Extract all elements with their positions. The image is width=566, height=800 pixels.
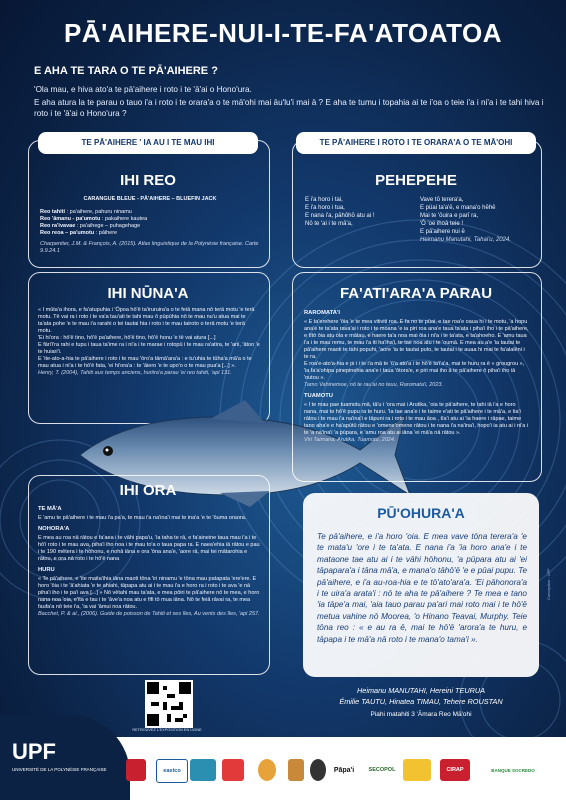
ihi-ora-title: IHI ORA: [119, 482, 177, 499]
ihi-reo-subtitle: CARANGUE BLEUE - PĀ'AIHERE – BLUEFIN JACK: [83, 196, 217, 202]
ihi-ora-source: Bacchet, P. & al., (2006). Guide de poisson de Tahiti et ses îles, Au vents des îles, 'api 257.: [38, 611, 260, 617]
ihi-nunaa-p4: E 'ite-ato-a-hia te pā'aihere i roto i te mau 'ōro'a tāmā'ara'a : e tu'uhia te tūha'a mā'a o te mau atua i ni'a i te hō'ē fata, 'ei hi'ora'a : te 'āiero 'e te upo'o o te mau pua'a [...] ».: [38, 356, 252, 369]
partner-logo-socredo: BANQUE SOCREDO: [491, 767, 535, 773]
ihi-reo-line: Reo reoa – pa'umotu : pāihere: [40, 230, 118, 236]
ihi-ora-p3: « Te pā'aihere, e 'ite maita'ihia iāna maoti tōna 'iri ninamu 'e tōna mau patapata 'ere'ere. E horo 'ōia i te 'ā'ahiata 'e te ahiahi, tāpapa atu ai i te mau i'a e horo ra i roto i te ava 'e nā piha'i iho i te pa'i ava [...] » Nō vētahi mau ta'ata, e mea pōiri te pā'aihere nō te mea, e horo nana noa 'oia, e'ita e tau i te 'āve'a noa atu e fifi tō mua iāna. Nō te feiā rāvai ra, te mea faufa'a nō teie i'a, 'ia vai 'āmui noa rātou.: [38, 576, 260, 610]
poem-line: E i'a horo i tua,: [305, 205, 345, 211]
intro-line-1: 'Ola mau, e hiva ato'a te pā'aihere i roto i te 'ā'ai o Hono'ura.: [34, 85, 252, 94]
ihi-reo-source: Charpentier, J.M. & François, A. (2015). Atlas linguistique de la Polynésie française. Carte 9.9.24.1: [40, 241, 259, 254]
partner-logo-secopol: SECOPOL: [368, 767, 396, 773]
poem-line: E nana i'a, pāhōhō atu ai !: [305, 213, 375, 219]
faatiara-heading-raromatai: RAROMATA'I: [304, 310, 340, 316]
ihi-nunaa-source: Henry, T. (2004), Tahiti aux temps anciens, huriira'a parau 'ei reo tahiti, 'api 131.: [38, 370, 232, 376]
ihi-reo-line: Reo tahiti : pa'aihere, pahuru ninamu: [40, 209, 132, 215]
ihi-nunaa-title: IHI NŪNA'A: [107, 285, 189, 302]
puohura-text: Te pā'aihere, e i'a horo 'oia. E mea vave tōna terera'a 'e te mata'u 'ore i te ta'ata. E nana i'a 'ia horo ana'e i te mataone tae atu ai i te vāhi hōhonu, 'a pūpara atu ai 'ei tāpapara'a i tāna mā'a, e mana'o tāhō'ē 'e e pūai pupu. Te pā'aihere, e i'a au-roa-hia e te tō'ato'ara'a. 'Ei pāhonora'a i te uira'a arata'i : nō te aha te pā'aihere ? Te mea e tano 'ia tāpe'a mai, 'aia tauo parau pa'ari mai roto mai i te hō'ē metua vahine nō Moorea, 'o Hinano Teavai, Murphy. Teie tōna reo : « e au ra ē, mai te hō'ē 'arora'a te huru, e tāpapa i te mā'a nā roto i te mana'o tama'i ».: [317, 532, 527, 644]
pehepehe-source: Heimanu Manutahi, Tahai'u, 2024.: [420, 237, 511, 243]
puohura-title: PŪ'OHURA'A: [377, 505, 465, 521]
puohura-summary-box: [303, 493, 539, 677]
ihi-ora-heading-maa: TE MĀ'A: [38, 506, 62, 512]
poem-line: E i'a horo i tai,: [305, 197, 343, 203]
faatiara-title: FA'ATI'ARA'A PARAU: [339, 285, 493, 302]
intro-line-2: E aha atura la te parau o tauo i'a i roto i te orara'a o te mā'ohi mai āu'lu'i mai ā ? E aha te tumu i topahia ai te i'oa o teie i'a i ni'a i te tahi hiva i roto i te 'ā'ai o Hono'ura ?: [34, 98, 544, 118]
partner-logo: [222, 759, 244, 781]
upf-logo-text: UPF: [12, 739, 56, 764]
pehepehe-title: PEHEPEHE: [375, 172, 457, 189]
right-section-header: TE PĀ'AIHERE I ROTO I TE ORARA'A O TE MĀ'OHI: [296, 132, 536, 154]
partner-logo: [310, 759, 326, 781]
ihi-nunaa-p3: E fāri'i'ra rahi e tupu i taua ta'ime ra i ni'a i te marae i rotopū i te mau ra'atira, te 'arii, 'ātoo 'e te huiari'i.: [38, 342, 260, 355]
qr-caption: RETROUVEZ L'EXPOSITION EN LIGNE: [132, 728, 202, 732]
poem-line: Vave tō terera'a,: [420, 197, 464, 203]
partner-logo: [258, 759, 276, 781]
upf-logo-subtitle: UNIVERSITÉ DE LA POLYNÉSIE FRANÇAISE: [12, 767, 107, 772]
ihi-ora-p1: E 'amu te pā'aihere i te mau i'a pa'a, te mau i'a na'ina'i mai te ina'a 'e te 'ōuma oraora.: [38, 515, 247, 521]
ihi-nunaa-p2: 'Ei hi'ora : hō'ē tino, hō'ē pa'aihere, hō'ē tino, hō'ē honu 'e tē vai atura [...]: [38, 335, 216, 341]
poem-line: 'Ō 'oe ihoā teie !: [420, 221, 463, 227]
ihi-reo-line: Reo 'āmanu - pa'umotu : pakaihere kautea: [40, 216, 148, 222]
footer-logos-bar: [0, 737, 566, 800]
pehepehe-left-column: [305, 196, 415, 228]
left-section-header: TE PĀ'AIHERE ' IA AU I TE MAU IHI: [38, 132, 258, 154]
page-title: PĀ'AIHERE-NUI-I-TE-FA'ATOATOA: [63, 18, 503, 48]
partner-logo-papai: Pāpa'i: [333, 766, 355, 774]
credits-line-2: Émilie TAUTU, Hinatea TIMAU, Tehere ROUSTAN: [339, 697, 503, 706]
ihi-ora-heading-huru: HURU: [38, 567, 55, 573]
qr-code-pattern: [147, 682, 191, 726]
poem-line: Mai te 'ōuira e parī ra,: [420, 213, 479, 219]
poem-line: E püai ta'a'ē, e mana'o hēhē: [420, 205, 496, 211]
partner-logo: [288, 759, 304, 781]
side-note: Conception : UPF: [546, 568, 551, 600]
partner-logo-cirap: CIRAP: [440, 759, 470, 781]
qr-code[interactable]: [145, 680, 193, 728]
poem-line: E pā'aihere nui ē: [420, 229, 465, 235]
faatiara-p1: « E ta'erehere 'ōia 'e te mea vitiviti roa. E fa no te pūai, e tae roa'e oaua hi i te motu, 'a hopu ana'e te ta'ata rava'ai i roto i te moana 'e ia piri roa ana'e taua ta'ata i piha'i iho i te pā'aihere, e tītō ōia atu ola e mātau, e haere ta'a noa mai ōia i ni'a i te ta'ata, e ta'ahoeho. E 'amu taua i'a i te mau remu, te mau i'a iti ha'iha'i, te tae noa atu i te 'oumā. E mea au a'e 'ia tautai te pā'aihere maoti te tahi popuhi, 'aore 'ia te tautai puto, te tautai i te auaa hi mai te fa'alalēni i te ra.: [304, 319, 529, 360]
credits-line-1: Heimanu MANUTAHI, Hereini TEURUA: [357, 686, 485, 695]
faatiara-p2: E roa'e-ato'a-hia e pi i i te i'a mā te 'ū'a ato'a i te hō'ē ta'i'a'a, mai te huru ra ē « grougrou », 'ia fa'a'ohipa pinepinehia ana'e i taua 'ōtora'e, e piri mai iho ā te pā'aihere ō piha'i iho iā 'outou ».: [304, 361, 525, 381]
ihi-nunaa-p1: « I mūta'a ihora, e fa'atupuhia i 'Ōpoa hō'ē ta'iruruira'a o te feiā mana nō terā motu 'e terā motu. Tē vai ra i roto i te va'a tau'ati te tahi mau ō pūpūhia nō te mau nu'u atua mai te ta'ata pohe 'e te mau i'a rarahi o tei tautai hia i roto i te mau tairoto o terā motu 'e terā motu.: [38, 307, 255, 334]
credits-class: Piahi matahiti 3 'Āmara Reo Mā'ohi: [370, 711, 472, 718]
main-question: E AHA TE TARA O TE PĀ'AIHERE ?: [34, 65, 218, 77]
faatiara-p3: « I te mau pae tuamotu mā, tā'u i 'ora mai i Arutika, 'oia te pā'aihere, te tahi iā i'a e horo nana, mai te hō'ē pupu ra te huru. 'Ia tae ana'e i te taime e'ati te pā'aihere i te mā'a, e tia'i rātou i te mau i'a na'ina'i e tāpuni ra i roto i te mau āoa , tīa'i atu ai 'ia haere i rāpae, taime tano aha'e e ha'apūtū rātou e 'omene'omene rātou i te nana i'a na'ina'i, hopo'i ia atu ai i ni'a i te 'a na'ina'i 'a pūpara, e 'amu roa atu ai iāna 'ei mā'a nā rātou ».: [304, 402, 529, 436]
partner-logo: [190, 759, 216, 781]
ihi-ora-heading-nohoraa: NOHORA'A: [38, 526, 70, 532]
ihi-ora-text: [38, 502, 260, 618]
faatiara-heading-tuamotu: TUAMOTU: [304, 393, 333, 399]
faatiara-source-1: Tamo Vahinemoe, nō te rau'ai no teuu, Raromata'i, 2023.: [304, 382, 443, 388]
partner-logo: [403, 759, 431, 781]
ihi-reo-line: Reo ra'ivavae : pa'aihege – puhagehage: [40, 223, 141, 229]
faatiara-source-2: Viri Taimana, Arutika, Tuamotu, 2024.: [304, 437, 396, 443]
faatiara-text: [304, 306, 530, 444]
partner-logo: [126, 759, 146, 781]
ihi-reo-list: [40, 209, 260, 255]
poem-line: Nō te 'ai i te mā'a,: [305, 221, 353, 227]
partner-logo-eastco: eastco: [156, 759, 188, 783]
ihi-reo-title: IHI REO: [120, 172, 176, 189]
ihi-ora-p2: E mea au roa nā rātou e fa'aea i te vāhi papa'u, 'ia taha te rā, e fa'aineine taua mau i'a i te hō'i roto i te mau ava, piha'i iho noa i te mau to'a o taua papa ra. E naea'ehia iā rātou e pau i te 190 mētera i te hōhonu, e nohā iāna e ora 'ōna ana'e, 'aore rā, mai tei mātarohia e rātou, e ora nā roto i te hō'ē nana: [38, 535, 260, 562]
pehepehe-right-column: [420, 196, 535, 244]
ihi-nunaa-text: [38, 307, 260, 377]
